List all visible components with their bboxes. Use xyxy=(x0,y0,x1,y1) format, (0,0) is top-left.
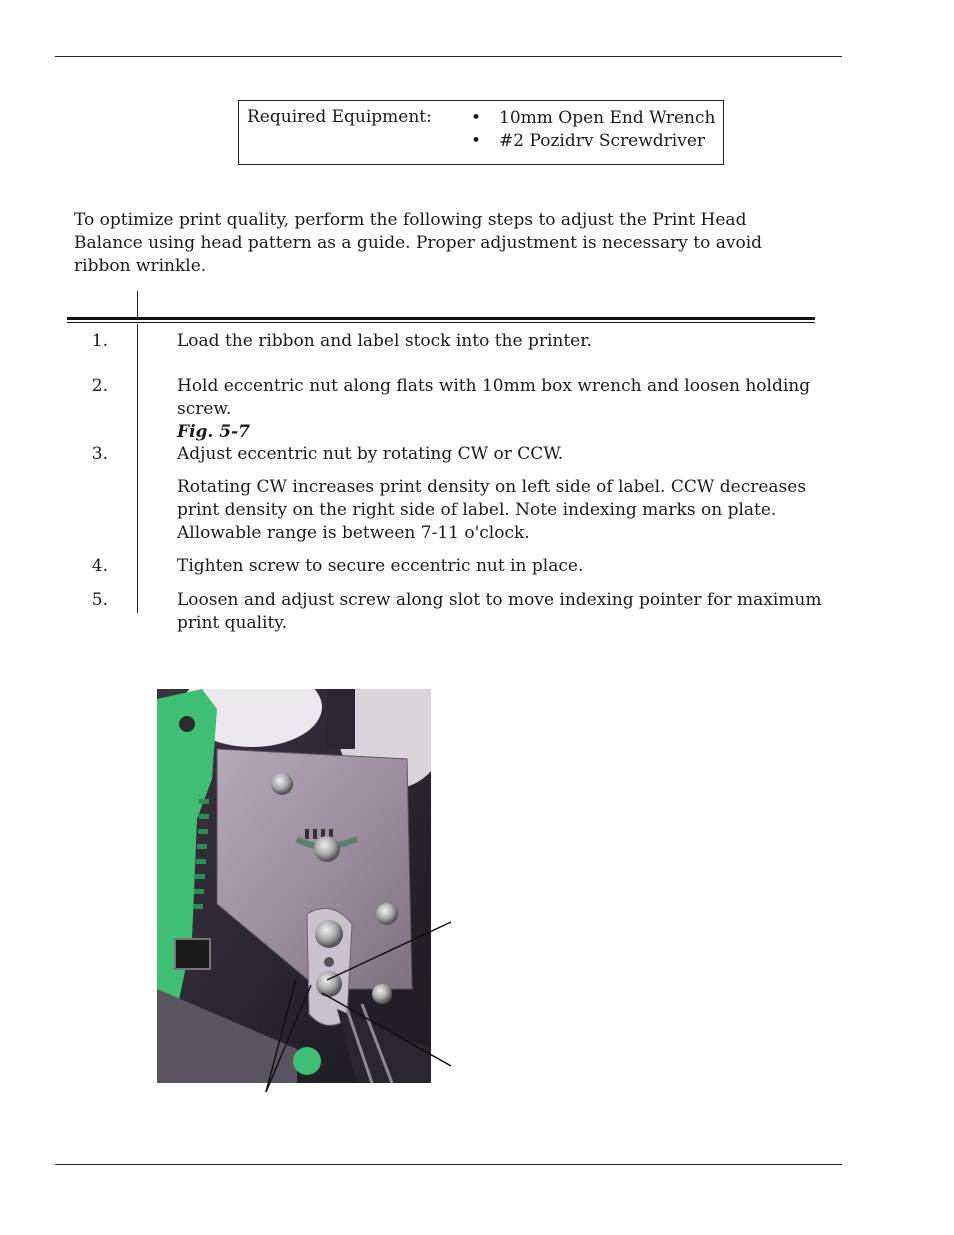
step-text-body: Hold eccentric nut along flats with 10mm box wrench and loosen holding screw. xyxy=(177,376,811,419)
equipment-item xyxy=(471,107,715,130)
table-header-rule-thick xyxy=(67,317,815,320)
equipment-item-text: #2 Pozidrv Screwdriver xyxy=(499,131,706,151)
step-note: Rotating CW increases print density on left side of label. CCW decreases print density on the right side of label. Note indexing marks on plate. Allowable range is between 7-11 o'clock. xyxy=(177,477,807,543)
equipment-item xyxy=(471,130,715,153)
step-number: 5. xyxy=(91,590,108,610)
step-number: 1. xyxy=(91,331,108,351)
step-text: Load the ribbon and label stock into the printer. xyxy=(177,331,592,351)
step-number: 3. xyxy=(91,444,108,464)
table-column-divider xyxy=(137,324,138,613)
step-text: Tighten screw to secure eccentric nut in place. xyxy=(177,556,584,576)
equipment-item-text: 10mm Open End Wrench xyxy=(499,108,716,128)
header-rule xyxy=(55,56,842,57)
step-text: Adjust eccentric nut by rotating CW or CCW. xyxy=(177,444,564,464)
intro-paragraph: To optimize print quality, perform the following steps to adjust the Print Head Balance using head pattern as a guide. Proper adjustment is necessary to avoid ribbon wrinkle. xyxy=(74,210,763,276)
equipment-list xyxy=(471,107,715,153)
figure-reference: Fig. 5-7 xyxy=(177,422,250,442)
bullet-icon: • xyxy=(471,108,482,128)
table-header-rule-thin xyxy=(67,322,815,323)
step-text xyxy=(177,375,842,444)
required-equipment-box xyxy=(238,100,724,165)
step-number: 4. xyxy=(91,556,108,576)
step-number: 2. xyxy=(91,376,108,396)
step-text: Loosen and adjust screw along slot to move indexing pointer for maximum print quality. xyxy=(177,590,822,633)
footer-rule xyxy=(55,1164,842,1165)
required-equipment-label: Required Equipment: xyxy=(247,107,432,127)
print-head-photo xyxy=(157,689,431,1083)
bullet-icon: • xyxy=(471,131,482,151)
table-header-divider xyxy=(137,291,138,317)
